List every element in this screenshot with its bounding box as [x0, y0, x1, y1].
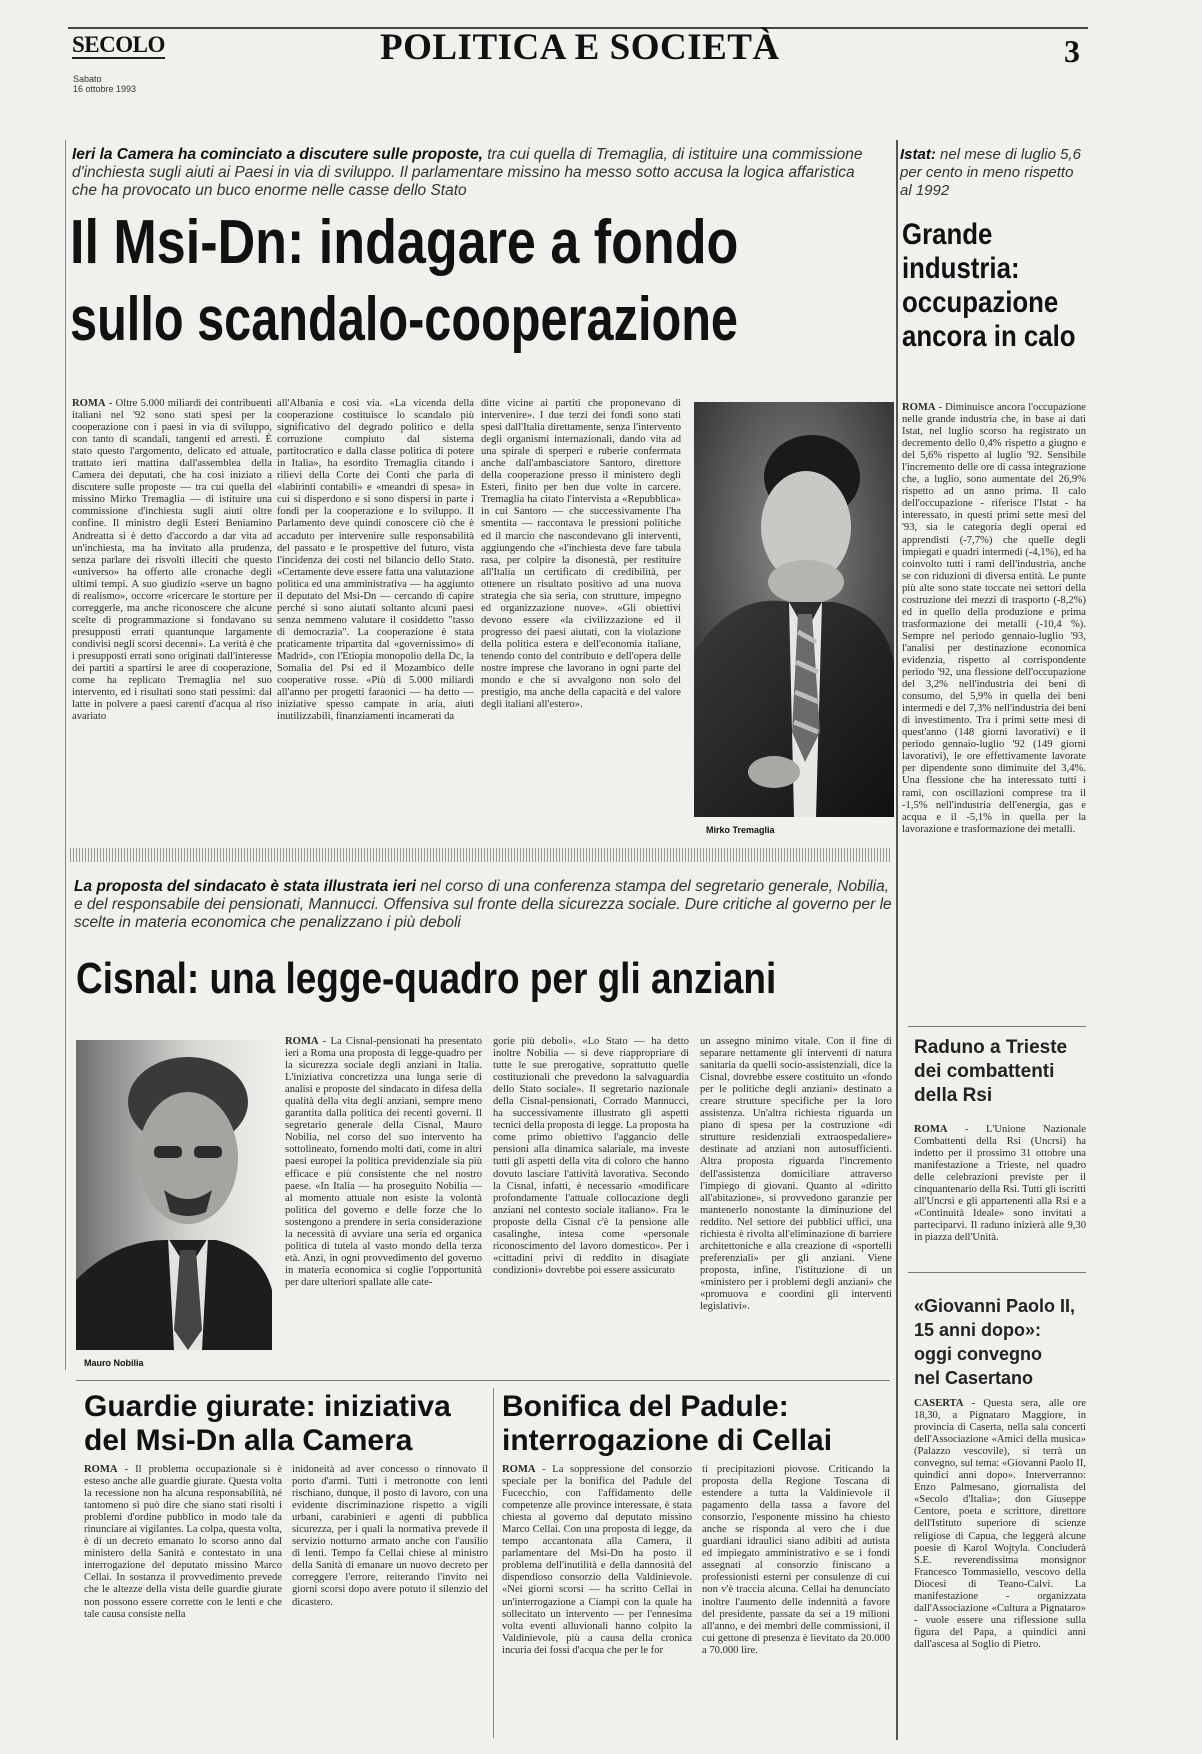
- nobilia-caption: Mauro Nobilia: [84, 1358, 144, 1368]
- nobilia-portrait: [76, 1040, 272, 1350]
- msi-kicker-rest: tra cui quella di Tremaglia, di istituire una commissione d'inchiesta sugli aiuti ai Paesi in via di sviluppo. Il parlamentare missino ha messo sotto accusa la logica affaristica che ha provocato un buco enorme nelle casse dello Stato: [72, 146, 863, 199]
- raduno-body: [914, 1124, 1086, 1268]
- padule-col1-text: - La soppressione del consorzio speciale per la bonifica del Padule del Fucecchio, con l'affidamento delle competenze alle province interessate, è stata chiesta al governo dal deputato missino Marco Cellai. Con una proposta di legge, da tempo accantonata alla Camera, il parlamentare del Msi-Dn ha posto il problema dell'inutilità e della dannosità del dispendioso consorzio della Valdinievole. «Nei giorni scorsi — ha scritto Cellai in un'interrogazione a Ciampi con la quale ha sollecitato un intervento — per l'ennesima volta eventi alluvionali hanno colpito la Valdinievole, più a causa della cronica incuria dei fossi d'acqua che per le for: [502, 1464, 692, 1656]
- tremaglia-caption: Mirko Tremaglia: [706, 825, 775, 835]
- msi-column-3: [481, 398, 681, 830]
- cisnal-headline: Cisnal: una legge-quadro per gli anziani: [76, 954, 777, 1003]
- guardie-col1-text: - Il problema occupazionale si è esteso anche alle guardie giurate. Questa volta la recessione non ha alcuna responsabilità, né tantomeno si può dire che siano stati risolti i problemi d'ordine pubblico in modo tale da rinunciare ai vigilantes. La colpa, questa volta, è di un decreto emanato lo scorso anno dal ministero della Sanità e contestato in una interrogazione del deputato missino Marco Cellai. In sostanza il provvedimento prevede che le altezze della vista delle guardie giurate non possono essere corrette con le lenti e che tale causa consiste nella: [84, 1464, 282, 1620]
- cisnal-col2-text: gorie più deboli». «Lo Stato — ha detto inoltre Nobilia — si deve riappropriare di tutte le sue prerogative, soprattutto quelle costituzionali che prevedono la salvaguardia dello Stato sociale». Il segretario nazionale della Cisnal-pensionati, Corrado Mannucci, ha successivamente illustrato gli aspetti tecnici della proposta di legge. La proposta ha come primo obiettivo l'aggancio delle pensioni alla dinamica salariale, ma investe tutti gli aspetti della vita di coloro che hanno dovuto lasciare l'attività lavorativa. Secondo la Cisnal, infatti, è necessario «modificare profondamente l'attuale collocazione degli anziani nel contesto sociale italiano». Fra le proposte della Cisnal c'è la pensione alle casalinghe, intesa come «personale riconoscimento del lavoro domestico». Per i «cittadini privi di reddito in disagiate condizioni» dovrebbe poi essere assicurato: [493, 1036, 689, 1276]
- msi-col3-text: ditte vicine ai partiti che proponevano di intervenire». I due terzi dei fondi sono stati spesi dall'Italia direttamente, senza l'intervento degli organismi internazionali, dando vita ad una spirale di sperperi e ruberie confermata anche dall'ambasciatore Santoro, direttore della cooperazione presso il ministero degli Esteri, finito per ben due volte in carcere. Tremaglia ha citato l'intervista a «Repubblica» in cui Santoro — che successivamente l'ha smentita — raccontava le pressioni politiche ed il marcio che nascondevano gli interventi, aggiungendo che «l'inchiesta deve fare tabula rasa, per colpire la disonestà, per restituire all'Italia un certificato di credibilità, per ottenere un risultato positivo ad una nuova strategia che sia seria, con strutture, impegno ed organizzazione nuove». «Gli obiettivi devono essere «la civilizzazione ed il progresso dei paesi aiutati, con la violazione della politica estera e dell'economia italiane, tenendo conto del contributo e dell'opera delle nostre imprese che lavorano in ogni parte del mondo e che si avvalgono non solo del prestigio, ma anche della capacità e del valore degli italiani all'estero».: [481, 398, 681, 711]
- padule-headline: [502, 1390, 832, 1458]
- papa-headline: [914, 1294, 1075, 1390]
- istat-headline: [902, 218, 1104, 354]
- padule-column-2: [702, 1464, 890, 1734]
- papa-body: [914, 1398, 1086, 1734]
- msi-kicker: [72, 146, 882, 206]
- padule-column-1: [502, 1464, 692, 1734]
- msi-col1-text: - Oltre 5.000 miliardi dei contribuenti italiani nel '92 sono stati spesi per la cooperazione con i paesi in via di sviluppo, con tanto di scandali, tangenti ed arresti. È stato questo l'argomento, delicato ed attuale, trattato ieri mattina dall'assemblea della Camera dei deputati, che ha cosi iniziato a discutere sulle proposte — tra cui quella del missino Mirko Tremaglia — di istituire una commissione d'inchiesta sugli aiuti oltre confine. Il ministro degli Esteri Beniamino Andreatta si è detto d'accordo a dar vita ad un'inchiesta, ma ha invitato alla prudenza, senza parlare dei risvolti illeciti che questo «universo» ha offerto alle cronache degli ultimi tempi. A suo giudizio «serve un bagno di realismo», occorre «ricercare le storture per correggerle, ma anche riconoscere che alcune scelte di programmazione si fondavano su presupposti errati quantunque largamente condivisi negli scorsi decenni». La verità è che i presupposti errati sono originati dall'interesse dei partiti a spartirsi le aree di cooperazione, come ha replicato Tremaglia nel suo intervento, ed i risultati sono stati pessimi: dal latte in polvere a paesi carenti d'acqua al riso avariato: [72, 398, 272, 723]
- guardie-headline: [84, 1390, 451, 1458]
- raduno-headline-line-1: Raduno a Trieste: [914, 1037, 1068, 1058]
- istat-headline-line-2: industria:: [902, 252, 1020, 285]
- raduno-body-text: - L'Unione Nazionale Combattenti della Rsi (Uncrsi) ha indetto per il prossimo 31 ottobre una manifestazione a Trieste, nel quadro delle celebrazioni previste per il cinquantenario della Rsi. Tutti gli iscritti all'Uncrsi e gli appartenenti alla Rsi e a «Continuità Ideale» sono invitati a parteciparvi. Il raduno inizierà alle 9,30 in piazza dell'Unità.: [914, 1124, 1086, 1244]
- cisnal-kicker-lead: La proposta del sindacato è stata illustrata ieri: [74, 878, 416, 895]
- istat-kicker-rest: nel mese di luglio 5,6 per cento in meno rispetto al 1992: [900, 146, 1081, 199]
- padule-col2-text: ti precipitazioni piovose. Criticando la proposta della Regione Toscana di estendere a tutta la Valdinievole il pagamento della tassa a favore del consorzio, l'esponente missino ha chiesto anche se risponda al vero che i due guardiani idraulici siano adibiti ad autista ed impiegato amministrativo e se i fondi assegnati al consorzio finiscano a professionisti esterni per consulenze di cui non v'è traccia alcuna. Cellai ha denunciato inoltre l'aumento delle indennità a favore del presidente, passate da sei a 19 milioni all'anno, e dei membri delle commissioni, il cui gettone di presenza è lievitato da 20.000 a 70.000 lire.: [702, 1464, 890, 1656]
- sidebar-rule-2: [908, 1272, 1086, 1273]
- msi-kicker-lead: Ieri la Camera ha cominciato a discutere sulle proposte,: [72, 146, 483, 163]
- padule-headline-line-1: Bonifica del Padule:: [502, 1390, 789, 1423]
- msi-dateline: ROMA: [72, 398, 106, 409]
- date: 16 ottobre 1993: [73, 84, 137, 94]
- left-margin-rule: [65, 140, 66, 1370]
- raduno-headline-line-2: dei combattenti: [914, 1061, 1055, 1082]
- cisnal-column-1: [285, 1036, 482, 1372]
- page-number: 3: [1064, 33, 1080, 69]
- raduno-dateline: ROMA: [914, 1124, 948, 1135]
- bottom-top-rule: [76, 1380, 890, 1381]
- istat-kicker: [900, 146, 1085, 216]
- istat-headline-line-1: Grande: [902, 218, 993, 251]
- istat-body: [902, 402, 1086, 1012]
- padule-headline-line-2: interrogazione di Cellai: [502, 1424, 833, 1457]
- istat-body-text: - Diminuisce ancora l'occupazione nelle grande industria che, in base ai dati Istat, nel luglio scorso ha registrato un decremento dello 0,4% rispetto a giugno e del 5,6% rispetto al luglio '92. Sensibile l'incremento delle ore di cassa integrazione che, a luglio, sono aumentate del 26,9% rispetto ad un anno prima. Il calo dell'occupazione - riferisce l'Istat - ha interessato, in questi primi sette mesi del '93, sia le categoria degli operai ed apprendisti (-7,7%) che quelle degli impiegati e quadri intermedi (-4,1%), ed ha coinvolto tutti i rami dell'industria, anche se con riduzioni di diversa entità. Le punte più alte sono state toccate nei settori della costruzione dei mezzi di trasporto (-8,2%) ed in quello della produzione e prima trasformazione dei metalli (-10,4 %). Sempre nel periodo gennaio-luglio '93, l'analisi per destinazione economica evidenzia, rispetto al corrispondente periodo '92, una flessione dell'occupazione del 3,2% nell'industria dei beni di consumo, del 5,9% in quella dei beni intermedi e del 7,3% nell'industria dei beni di investimento. Tra i primi sette mesi di quest'anno (148 giorni lavorativi) e il periodo gennaio-luglio '92 (149 giorni lavorativi), le ore effettivamente lavorate per dipendente sono diminuite del 3,4%. Una flessione che ha interessato tutti i rami, con oscillazioni comprese tra il -1,5% nell'industria dell'energia, gas e acqua e il -5,1% in quella per la lavorazione e trasformazione dei metalli.: [902, 402, 1086, 835]
- guardie-column-2: [292, 1464, 488, 1734]
- papa-headline-line-2: 15 anni dopo»:: [914, 1320, 1042, 1340]
- istat-headline-line-4: ancora in calo: [902, 320, 1076, 353]
- raduno-headline-line-3: della Rsi: [914, 1085, 993, 1106]
- raduno-headline: [914, 1036, 1067, 1108]
- guardie-col2-text: inidoneità ad aver concesso o rinnovato il porto d'armi. Tutti i metronotte con lenti rischiano, dunque, il posto di lavoro, con una evidente discriminazione rispetto a vigili urbani, carabinieri e agenti di pubblica sicurezza, per i quali la normativa prevede il servizio notturno armato anche con l'ausilio di lenti. Tempo fa Cellai chiese al ministro della Sanità di emanare un nuovo decreto per correggere l'errore, reiterando l'invito nei giorni scorsi dopo avere potuto il silenzio del dicastero.: [292, 1464, 488, 1608]
- papa-headline-line-1: «Giovanni Paolo II,: [914, 1296, 1076, 1316]
- tremaglia-photo: [694, 402, 894, 817]
- cisnal-column-2: [493, 1036, 689, 1372]
- guardie-dateline: ROMA: [84, 1464, 118, 1475]
- cisnal-col1-text: - La Cisnal-pensionati ha presentato ieri a Roma una proposta di legge-quadro per la sicurezza sociale degli anziani in Italia. L'iniziativa concretizza una lunga serie di analisi e proposte del sindacato in difesa della qualità della vita degli anziani, sempre meno garantita dalla politica dei recenti governi. Il segretario generale della Cisnal, Mauro Nobilia, nel corso del suo intervento ha sottolineato, fornendo molti dati, come in altri paesi europei la politica previdenziale sia più efficace e più consistente che nel nostro paese. «In Italia — ha proseguito Nobilia — al momento attuale non esiste la volontà politica del governo e delle forze che lo sostengono a prendere in seria considerazione la necessità di avviare una seria ed organica politica di tutela al vasto mondo della terza età. Anzi, in ogni provvedimento del governo in materia economica si coglie l'opportunità per dare ulteriori spallate alle cate-: [285, 1036, 482, 1288]
- papa-body-text: - Questa sera, alle ore 18,30, a Pignataro Maggiore, in provincia di Caserta, nella sala concerti dell'Associazione «Amici della musica» (Palazzo vescovile), si terrà un convegno, sul tema: «Giovanni Paolo II, quindici anni dopo». Interverranno: Enzo Palmesano, giornalista del «Secolo d'Italia»; don Giuseppe Centore, poeta e scrittore, direttore dell'Istituto superiore di scienze religiose di Capua, che leggerà alcune poesie di Karol Wojtyla. Concluderà S.E. reverendissima monsignor Francesco Tommasiello, vescovo della Diocesi di Teano-Calvi. La manifestazione - organizzata dall'Associazione «Cultura a Pignataro» - vuole essere una riflessione sulla figura del Papa, a quindici anni dall'ascesa al Soglio di Pietro.: [914, 1398, 1086, 1650]
- papa-headline-line-3: oggi convegno: [914, 1344, 1042, 1364]
- papa-headline-line-4: nel Casertano: [914, 1368, 1034, 1388]
- msi-column-2: [277, 398, 474, 830]
- istat-dateline: ROMA: [902, 402, 936, 413]
- sidebar-separator: [896, 140, 898, 1740]
- tremaglia-portrait: [694, 402, 894, 817]
- msi-col2-text: all'Albania e così via. «La vicenda della cooperazione costituisce lo scandalo più significativo del degrado politico e della corruzione compiuto dal sistema partitocratico e dalla classe politica di potere in Italia», ha esordito Tremaglia citando i rilievi della Corte dei Conti che parla di «labirinti contabili» e «meandri di spesa» in cui si disperdono e si sono dispersi in parte i fondi per la cooperazione e lo sviluppo. Il Parlamento deve quindi conoscere ciò che è accaduto per intervenire sulle responsabilità del passato e le prospettive del futuro, vista l'incidenza dei costi nel bilancio dello Stato. «Certamente deve essere fatta una valutazione politica ed una amministrativa — ha aggiunto il deputato del Msi-Dn — cercando di capire perché si sono aiutati soltanto alcuni paesi senza nemmeno valutare il cosiddetto "tasso di democrazia". La cooperazione è stata praticamente tripartita dal «governissimo» di Madrid», con l'Etiopia monopolio della Dc, la Somalia del Psi ed il Mozambico delle cooperative rosse. «Più di 5.000 miliardi all'anno per progetti faraonici — ha detto — iniziative spesso campate in aria, aiuti inutilizzabili, finanziamenti incamerati da: [277, 398, 474, 723]
- cisnal-col3-text: un assegno minimo vitale. Con il fine di separare nettamente gli interventi di natura sanitaria da quelli socio-assistenziali, dice la Cisnal, dovrebbe essere costituito un «fondo per le politiche degli anziani» destinato a creare strutture specifiche per la loro assistenza. Un'altra richiesta riguarda un piano di spesa per la costruzione «di strutture residenziali extraospedaliere» destinate ad anziani non autosufficienti. Altra proposta riguarda l'incremento dell'assistenza domiciliare attraverso l'impiego di giovani. Quanto al «diritto all'abitazione», si provvedono garanzie per mantenerlo nonostante la diminuzione del reddito. Nel settore dei pubblici uffici, una richiesta è rivolta all'eliminazione di barriere architettoniche e alla creazione di «sportelli preferenziali» per gli anziani. Viene proposta, infine, l'istituzione di un «ministero per i problemi degli anziani» che «promuova e coordini gli interventi legislativi».: [700, 1036, 892, 1313]
- sidebar-rule-1: [908, 1026, 1086, 1027]
- story-divider: [70, 848, 890, 862]
- paper-name: SECOLO: [72, 32, 165, 57]
- guardie-headline-line-2: del Msi-Dn alla Camera: [84, 1424, 413, 1457]
- section-title: POLITICA E SOCIETÀ: [380, 27, 780, 68]
- papa-dateline: CASERTA: [914, 1398, 964, 1409]
- cisnal-kicker: [74, 878, 894, 940]
- date-day: Sabato: [73, 74, 102, 84]
- istat-headline-line-3: occupazione: [902, 286, 1059, 319]
- msi-column-1: [72, 398, 272, 830]
- istat-kicker-lead: Istat:: [900, 146, 936, 163]
- cisnal-dateline: ROMA: [285, 1036, 319, 1047]
- padule-dateline: ROMA: [502, 1464, 536, 1475]
- msi-headline-line-2: sullo scandalo-cooperazione: [70, 285, 739, 354]
- nobilia-photo: [76, 1040, 272, 1350]
- cisnal-kicker-rest: nel corso di una conferenza stampa del segretario generale, Nobilia, e del responsabile dei pensionati, Mannucci. Offensiva sul fronte della sicurezza sociale. Dure critiche al governo per le scelte in materia economica che penalizzano i più deboli: [74, 878, 892, 931]
- guardie-headline-line-1: Guardie giurate: iniziativa: [84, 1390, 451, 1423]
- msi-headline-line-1: Il Msi-Dn: indagare a fondo: [70, 208, 739, 277]
- cisnal-column-3: [700, 1036, 892, 1372]
- guardie-column-1: [84, 1464, 282, 1734]
- bottom-middle-rule: [493, 1388, 494, 1738]
